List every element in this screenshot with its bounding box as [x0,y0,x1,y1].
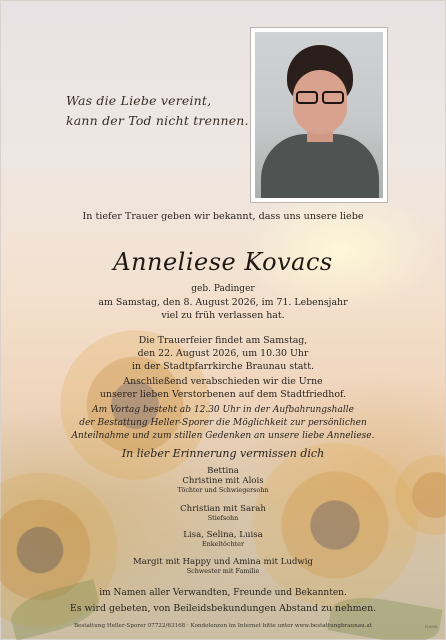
text-line: in der Stadtpfarrkirche Braunau statt. [132,361,314,372]
deceased-name: Anneliese Kovacs [113,248,333,276]
document-code: H-6981 [424,625,438,629]
vigil-info [0,404,446,443]
text-line: Am Vortag besteht ab 12.30 Uhr in der Aufbahrungshalle [92,405,354,415]
family-relation: Enkeltöchter [202,540,244,548]
text-line: den 22. August 2026, um 10.30 Uhr [137,348,309,359]
text-line: viel zu früh verlassen hat. [161,310,285,321]
glasses-icon [294,91,346,105]
intro-text: In tiefer Trauer geben wir bekannt, dass uns unsere liebe [82,211,364,222]
family-names: Lisa, Selina, Luisa [183,530,263,540]
family-names: Christian mit Sarah [180,504,266,514]
family-relation: Töchter und Schwiegersohn [177,486,269,494]
family-group [0,530,446,549]
family-group [0,557,446,576]
closing-line: im Namen aller Verwandten, Freunde und Bekannten. [99,588,347,598]
text-line: der Bestattung Heller-Sporer die Möglichkeit zur persönlichen [79,418,367,428]
family-group [0,466,446,495]
text-line: Anteilnahme und zum stillen Gedenken an unsere liebe Anneliese. [71,431,375,441]
text-line: Anschließend verabschieden wir die Urne [123,376,323,387]
ceremony-info [0,334,446,373]
quote-line: kann der Tod nicht trennen. [66,113,249,128]
family-relation: Schwester mit Familie [186,567,260,575]
memory-heading: In lieber Erinnerung vermissen dich [121,447,325,460]
text-line: am Samstag, den 8. August 2026, im 71. Lebensjahr [98,297,348,308]
family-names: Christine mit Alois [182,476,264,486]
burial-info [0,375,446,401]
closing-request: Es wird gebeten, von Beileidsbekundungen Abstand zu nehmen. [69,603,377,614]
funeral-home-footer: Bestattung Heller-Sporer 07722/63168 · Kondolenzen im Internet bitte unter www.bestattungbraunau.at [73,623,373,629]
family-names: Bettina [207,466,239,476]
family-relation: Stiefsohn [207,514,239,522]
quote-line: Was die Liebe vereint, [66,93,212,108]
portrait-photo [255,32,383,198]
text-line: unserer lieben Verstorbenen auf dem Stadtfriedhof. [99,389,347,400]
text-line: Die Trauerfeier findet am Samstag, [138,335,308,346]
death-notice [0,296,446,322]
family-group [0,504,446,523]
maiden-name: geb. Padinger [191,284,255,294]
portrait-body [261,134,379,198]
memorial-quote [66,91,249,131]
family-names: Margit mit Happy und Amina mit Ludwig [133,557,313,567]
portrait-frame [250,27,388,203]
